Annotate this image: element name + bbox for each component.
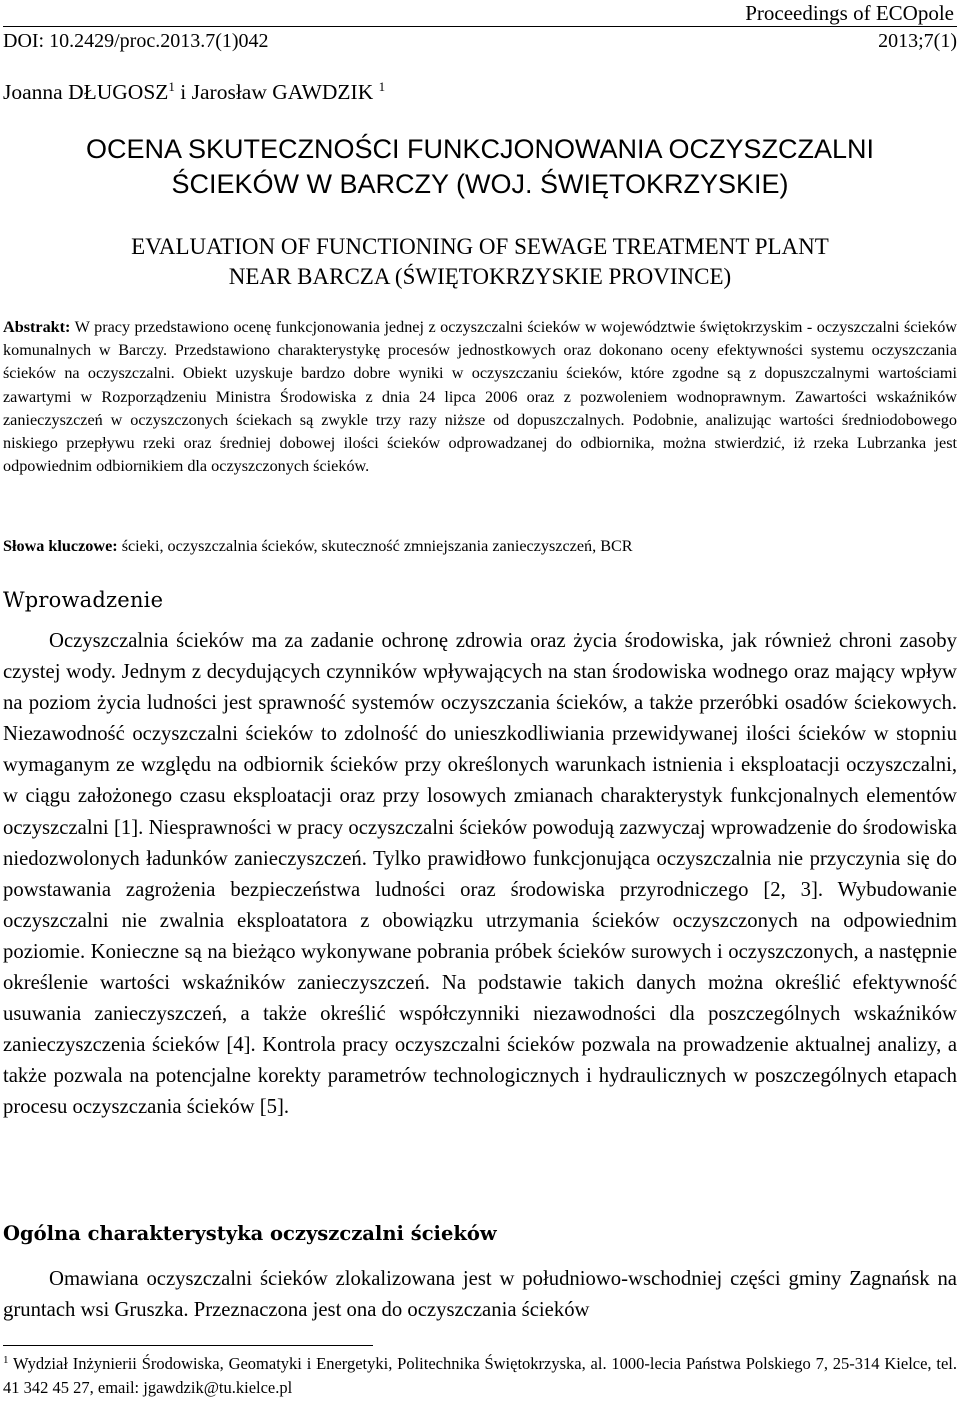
author-line (3, 78, 385, 106)
title-polish-line-2: ŚCIEKÓW W BARCZY (WOJ. ŚWIĘTOKRZYSKIE) (171, 169, 789, 199)
section-heading-introduction: Wprowadzenie (3, 588, 164, 612)
footnote-text: Wydział Inżynierii Środowiska, Geomatyki i Energetyki, Politechnika Świętokrzyska, al. 1000-lecia Państwa Polskiego 7, 25-314 Kielce, tel. 41 342 45 27, email: jgawdzik@tu.kielce.pl (3, 1354, 957, 1397)
header-rule (3, 26, 957, 27)
author-1-affiliation: 1 (168, 79, 175, 94)
keywords-text: ścieki, oczyszczalnia ścieków, skuteczność zmniejszania zanieczyszczeń, BCR (117, 537, 633, 555)
abstract-text: W pracy przedstawiono ocenę funkcjonowania jednej z oczyszczalni ścieków w województwie świętokrzyskim - oczyszczalni ścieków komunalnych w Barczy. Przedstawiono charakterystykę procesów jednostkowych oraz dokonano oceny efektywności systemu oczyszczania ścieków na oczyszczalni. Obiekt uzyskuje bardzo dobre wyniki w oczyszczaniu ścieków, które zgodne są z dopuszczalnymi wartościami zawartymi w Rozporządzeniu Ministra Środowiska z dnia 24 lipca 2006 oraz z pozwoleniem wodnoprawnym. Zawartości wskaźników zanieczyszczeń w oczyszczonych ściekach są zwykle trzy razy niższe od dopuszczalnych. Podobnie, analizując wartości średniodobowego niskiego przepływu rzeki oraz średniej dobowej ilości ścieków odprowadzanej do odbiornika, można stwierdzić, iż rzeka Lubrzanka jest odpowiednim odbiornikiem dla oczyszczonych ścieków. (3, 318, 957, 476)
paper-page (3, 0, 957, 1408)
author-2-affiliation: 1 (378, 79, 386, 94)
journal-name: Proceedings of ECOpole (745, 1, 954, 25)
author-1: Joanna DŁUGOSZ (3, 80, 169, 104)
general-paragraph: Omawiana oczyszczalni ścieków zlokalizowana jest w południowo-wschodniej części gminy Zagnańsk na gruntach wsi Gruszka. Przeznaczona jest ona do oczyszczania ścieków (3, 1268, 957, 1322)
title-polish (3, 132, 957, 202)
introduction-body (3, 626, 957, 1124)
title-english-line-1: EVALUATION OF FUNCTIONING OF SEWAGE TREATMENT PLANT (131, 234, 829, 259)
footnote-marker: 1 (3, 1354, 9, 1366)
abstract (3, 316, 957, 478)
keywords (3, 534, 957, 558)
title-english-line-2: NEAR BARCZA (ŚWIĘTOKRZYSKIE PROVINCE) (228, 264, 732, 289)
general-body (3, 1264, 957, 1326)
introduction-paragraph: Oczyszczalnia ścieków ma za zadanie ochronę zdrowia oraz życia środowiska, jak również chroni zasoby czystej wody. Jednym z decydujących czynników wpływających na stan środowiska wodnego oraz mający wpływ na poziom życia ludności jest sprawność systemów oczyszczania ścieków, a także przeróbki osadów ściekowych. Niezawodność oczyszczalni ścieków to zdolność do unieszkodliwiania przewidywanej ilości ścieków w stopniu wymaganym ze względu na odbiornik ścieków przy określonych warunkach istnienia i eksploatacji oczyszczalni, w ciągu założonego czasu eksploatacji oraz przy losowych zmianach charakterystyk funkcjonalnych elementów oczyszczalni [1]. Niesprawności w pracy oczyszczalni ścieków powodują zazwyczaj wprowadzenie do środowiska niedozwolonych ładunków zanieczyszczeń. Tylko prawidłowo funkcjonująca oczyszczalnia nie przyczynia się do powstawania zagrożenia bezpieczeństwa ludności oraz środowiska przyrodniczego [2, 3]. Wybudowanie oczyszczalni nie zwalnia eksploatatora z obowiązku utrzymania ścieków oczyszczonych na odpowiednim poziomie. Konieczne są na bieżąco wykonywane pobrania próbek ścieków surowych i oczyszczonych, a następnie określenie wartości wskaźników zanieczyszczeń. Na podstawie takich danych można określić efektywność usuwania zanieczyszczeń, a także określić współczynniki niezawodności dla poszczególnych wskaźników zanieczyszczenia ścieków [4]. Kontrola pracy oczyszczalni ścieków pozwala na prowadzenie aktualnej analizy, a także pozwala na potencjalne korekty parametrów technologicznych i hydraulicznych w poszczególnych etapach procesu oczyszczania ścieków [5]. (3, 630, 957, 1119)
title-english (3, 232, 957, 292)
author-2: i Jarosław GAWDZIK (174, 80, 374, 104)
keywords-label: Słowa kluczowe: (3, 537, 118, 555)
title-polish-line-1: OCENA SKUTECZNOŚCI FUNKCJONOWANIA OCZYSZCZALNI (85, 134, 875, 164)
doi: DOI: 10.2429/proc.2013.7(1)042 (3, 30, 269, 52)
section-heading-general: Ogólna charakterystyka oczyszczalni ścieków (3, 1222, 497, 1245)
abstract-label: Abstrakt: (3, 318, 71, 336)
footnote (3, 1352, 957, 1400)
issue-number: 2013;7(1) (878, 30, 957, 52)
footnote-rule (3, 1345, 373, 1346)
